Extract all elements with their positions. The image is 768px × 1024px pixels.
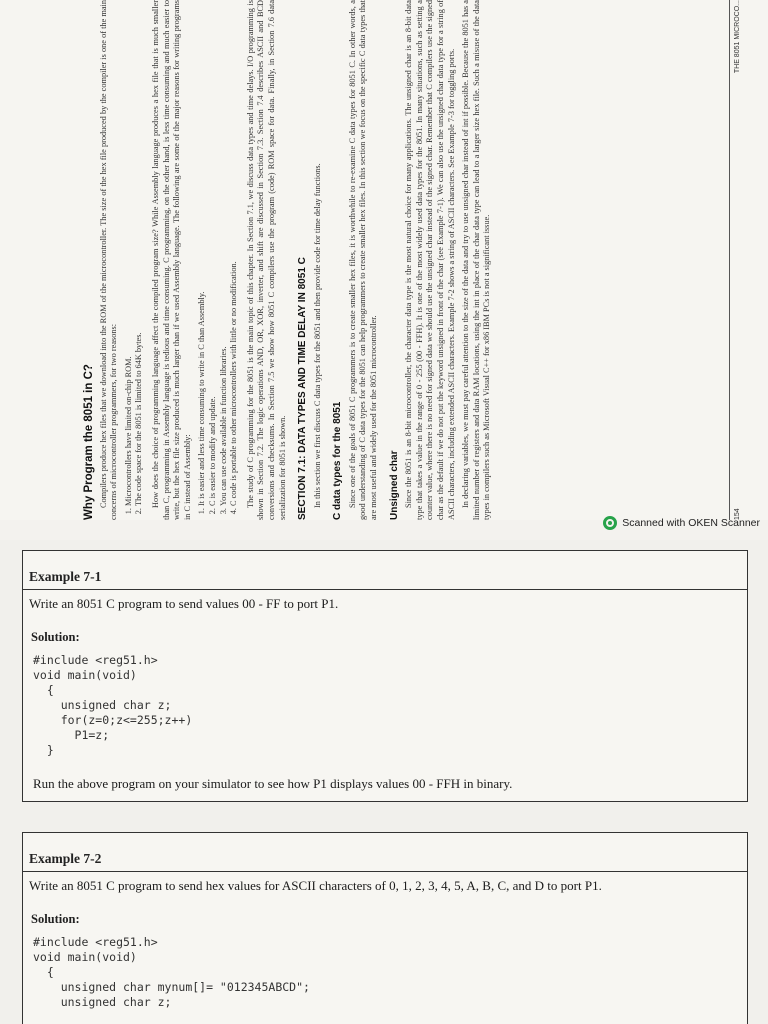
- example-title: Example 7-2: [23, 833, 747, 872]
- heading-why-program-in-c: Why Program the 8051 in C?: [83, 364, 95, 520]
- example-7-1-box: [22, 550, 748, 802]
- heading-section-7-1: SECTION 7.1: DATA TYPES AND TIME DELAY IN 8051 C: [297, 257, 309, 520]
- scanner-watermark: [603, 516, 760, 530]
- example-7-2-box: [22, 832, 748, 1024]
- running-footer: THE 8051 MICROCO...: [734, 0, 742, 74]
- list-item: 2. The code space for the 8051 is limited to 64K bytes.: [134, 0, 145, 506]
- code-block: #include <reg51.h> void main(void) { unsigned char z; for(z=0;z<=255;z++) P1=z; }: [33, 653, 193, 757]
- page-footer: [729, 0, 744, 520]
- example-task: Write an 8051 C program to send values 00 - FF to port P1.: [29, 596, 339, 611]
- list-item: 4. C code is portable to other microcontrollers with little or no modification.: [229, 0, 240, 506]
- paragraph-chapter-overview: The study of C programming for the 8051 is the main topic of this chapter. In Section 7.1, we discuss data types and time delays. I/O programming is shown in Section 7.2. The logic operations AND, OR, XOR, inverter, and shift are discussed in Section 7.3. Section 7.4 describes ASCII and BCD conversions and checksums. In Section 7.5 we show how 8051 C compilers use the program (code) ROM space for data. Finally, in Section 7.6 data serialization for 8051 is shown.: [245, 0, 287, 520]
- paragraph-declaring-variables: In declaring variables, we must pay careful attention to the size of the data and try to use unsigned char instead of int if possible. Because the 8051 has a limited number of registers and data RAM locations, using the int in place of the char data type can lead to a larger size hex file. Such a misuse of the data types in compilers such as Microsoft Visual C++ for x86 IBM PCs is not a significant issue.: [461, 0, 492, 520]
- paragraph-intro: Compilers produce hex files that we download into the ROM of the microcontroller. The size of the hex file produced by the compiler is one of the main concerns of microcontroller programmers, for two reasons:: [98, 0, 119, 520]
- oken-scanner-icon: [603, 516, 617, 530]
- heading-unsigned-char: Unsigned char: [388, 450, 400, 520]
- paragraph-section-intro: In this section we first discuss C data types for the 8051 and then provide code for time delay functions.: [312, 163, 322, 508]
- example-note: Run the above program on your simulator to see how P1 displays values 00 - FFH in binary.: [33, 776, 513, 791]
- list-item: 1. It is easier and less time consuming to write in C than Assembly.: [197, 0, 208, 506]
- paragraph-language-choice: How does the choice of programming language affect the compiled program size? While Assembly language produces a hex file that is much smaller than C, programming in Assembly language is tedious and time consuming. C programming, on the other hand, is less time consuming and much easier to write, but the hex file size produced is much larger than if we used Assembly language. The following are some of the major reasons for writing programs in C instead of Assembly:: [150, 0, 192, 520]
- list-item: 1. Microcontrollers have limited on-chip ROM.: [124, 0, 135, 506]
- heading-c-data-types: C data types for the 8051: [332, 401, 344, 520]
- solution-label: Solution:: [31, 912, 80, 926]
- list-item: 2. C is easier to modify and update.: [208, 0, 219, 506]
- example-title: Example 7-1: [23, 551, 747, 590]
- reasons-list: [124, 0, 145, 506]
- code-block: #include <reg51.h> void main(void) { unsigned char mynum[]= "012345ABCD"; unsigned char z;: [33, 935, 310, 1009]
- solution-label: Solution:: [31, 630, 80, 644]
- page-number: 154: [734, 508, 742, 520]
- example-task: Write an 8051 C program to send hex values for ASCII characters of 0, 1, 2, 3, 4, 5, A, B, C, and D to port P1.: [29, 878, 602, 893]
- paragraph-unsigned-char: Since the 8051 is an 8-bit microcontroller, the character data type is the most natural choice for many applications. The unsigned char is an 8-bit data type that takes a value in the range of 0 - 255 (00 - FFH). It is one of the most widely used data types for the 8051. In many situations, such as setting a counter value, where there is no need for signed data we should use the unsigned char instead of the signed char. Remember that C compilers use the signed char as the default if we do not put the keyword unsigned in front of the char (see Example 7-1). We can also use the unsigned char data type for a string of ASCII characters, including extended ASCII characters. Example 7-2 shows a string of ASCII characters. See Example 7-3 for toggling ports.: [404, 0, 456, 520]
- paragraph-data-types: Since one of the goals of 8051 C programmers is to create smaller hex files, it is worthwhile to re-examine C data types for 8051 C. In other words, a good understanding of C data types for the 8051 can help programmers to create smaller hex files. In this section we focus on the specific C data types that are most useful and widely used for the 8051 microcontroller.: [347, 0, 379, 520]
- rotated-page-content: [84, 0, 744, 520]
- advantages-list: [197, 0, 239, 506]
- list-item: 3. You can use code available in function libraries.: [219, 0, 230, 506]
- examples-page: [0, 540, 768, 1024]
- scanner-label: Scanned with OKEN Scanner: [622, 517, 760, 529]
